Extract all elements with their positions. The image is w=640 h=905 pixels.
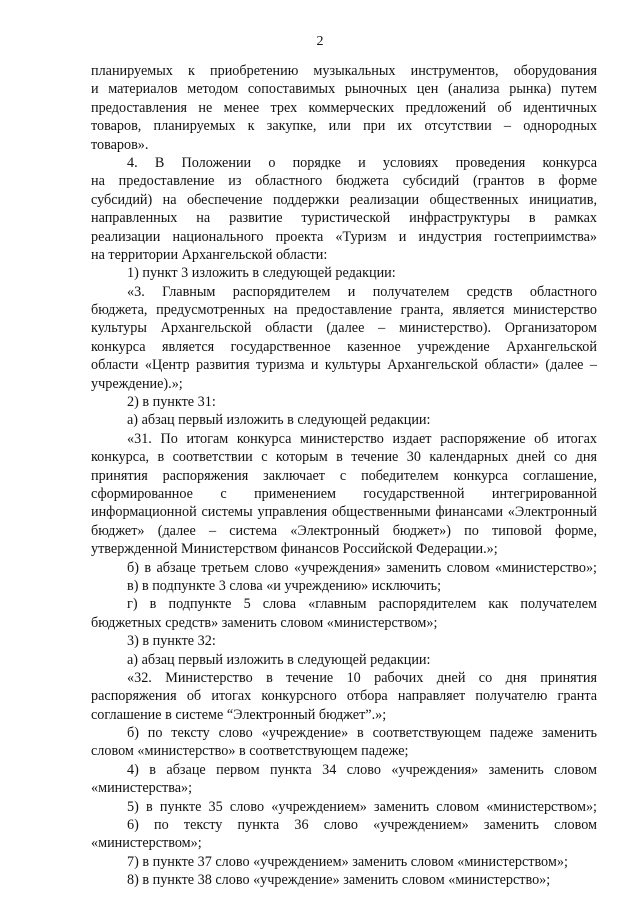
text-line: «31. По итогам конкурса министерство издает распоряжение об итогах bbox=[127, 430, 597, 447]
text-line: «32. Министерство в течение 10 рабочих дней со дня принятия bbox=[127, 669, 597, 686]
text-line: а) абзац первый изложить в следующей редакции: bbox=[127, 651, 431, 668]
text-line: г) в подпункте 5 слова «главным распорядителем как получателем bbox=[127, 596, 597, 613]
text-line: а) абзац первый изложить в следующей редакции: bbox=[127, 412, 431, 429]
text-line: информационной системы управления общественными финансами «Электронный bbox=[91, 504, 597, 521]
text-line: словом «министерство» в соответствующем падеже; bbox=[91, 743, 409, 760]
text-line: субсидий) на обеспечение поддержки реализации общественных инициатив, bbox=[91, 191, 597, 208]
text-line: соглашение в системе “Электронный бюджет”.»; bbox=[91, 706, 387, 723]
text-line: товаров, планируемых к закупке, или при их отсутствии – однородных bbox=[91, 118, 597, 135]
text-line: 1) пункт 3 изложить в следующей редакции: bbox=[127, 265, 396, 282]
text-line: учреждение).»; bbox=[91, 375, 183, 392]
text-line: бюджета, предусмотренных на предоставление гранта, является министерство bbox=[91, 302, 597, 319]
text-line: товаров». bbox=[91, 136, 149, 153]
text-line: планируемых к приобретению музыкальных инструментов, оборудования bbox=[91, 63, 597, 79]
text-line: на предоставление из областного бюджета субсидий (грантов в форме bbox=[91, 173, 597, 190]
text-line: предоставления не менее трех коммерческих предложений об идентичных bbox=[91, 99, 597, 116]
text-line: бюджет» (далее – система «Электронный бюджет») по типовой форме, bbox=[91, 522, 597, 539]
text-line: 2) в пункте 31: bbox=[127, 394, 216, 411]
text-line: принятия распоряжения заключает с победителем конкурса соглашение, bbox=[91, 467, 597, 484]
page-number: 2 bbox=[316, 34, 324, 49]
text-line: конкурса, в соответствии с которым в течение 30 календарных дней со дня bbox=[91, 449, 597, 466]
text-line: и материалов методом сопоставимых рыночных цен (анализа рынка) путем bbox=[91, 81, 597, 98]
document-body bbox=[91, 62, 597, 890]
text-line: «министерством»; bbox=[91, 835, 202, 852]
text-line: культуры Архангельской области (далее – министерство). Организатором bbox=[91, 320, 597, 337]
text-line: 4. В Положении о порядке и условиях проведения конкурса bbox=[127, 154, 597, 171]
text-line: распоряжения об итогах конкурсного отбора направляет получателю гранта bbox=[91, 688, 597, 705]
text-line: бюджетных средств» заменить словом «министерством»; bbox=[91, 614, 438, 631]
text-line: утвержденной Министерством финансов Российской Федерации.»; bbox=[91, 541, 498, 558]
text-line: на территории Архангельской области: bbox=[91, 246, 328, 263]
text-line: сформированное с применением государственной интегрированной bbox=[91, 485, 597, 502]
text-line: реализации национального проекта «Туризм и индустрия гостеприимства» bbox=[91, 228, 597, 245]
text-line: 6) по тексту пункта 36 слово «учреждением» заменить словом bbox=[127, 817, 597, 834]
text-line: б) по тексту слово «учреждение» в соответствующем падеже заменить bbox=[127, 725, 597, 742]
text-line: «министерства»; bbox=[91, 780, 193, 797]
text-line: б) в абзаце третьем слово «учреждения» заменить словом «министерство»; bbox=[127, 559, 597, 576]
text-line: 7) в пункте 37 слово «учреждением» заменить словом «министерством»; bbox=[127, 853, 568, 870]
text-line: 5) в пункте 35 слово «учреждением» заменить словом «министерством»; bbox=[127, 798, 597, 815]
text-line: 3) в пункте 32: bbox=[127, 633, 216, 650]
text-line: направленных на развитие туристической инфраструктуры в рамках bbox=[91, 210, 597, 227]
text-line: области «Центр развития туризма и культуры Архангельской области» (далее – bbox=[91, 357, 597, 374]
text-line: 8) в пункте 38 слово «учреждение» заменить словом «министерство»; bbox=[127, 872, 551, 889]
text-line: конкурса является государственное казенное учреждение Архангельской bbox=[91, 338, 597, 355]
text-line: 4) в абзаце первом пункта 34 слово «учреждения» заменить словом bbox=[127, 761, 597, 778]
text-line: в) в подпункте 3 слова «и учреждению» исключить; bbox=[127, 577, 442, 594]
text-line: «3. Главным распорядителем и получателем средств областного bbox=[127, 283, 597, 300]
